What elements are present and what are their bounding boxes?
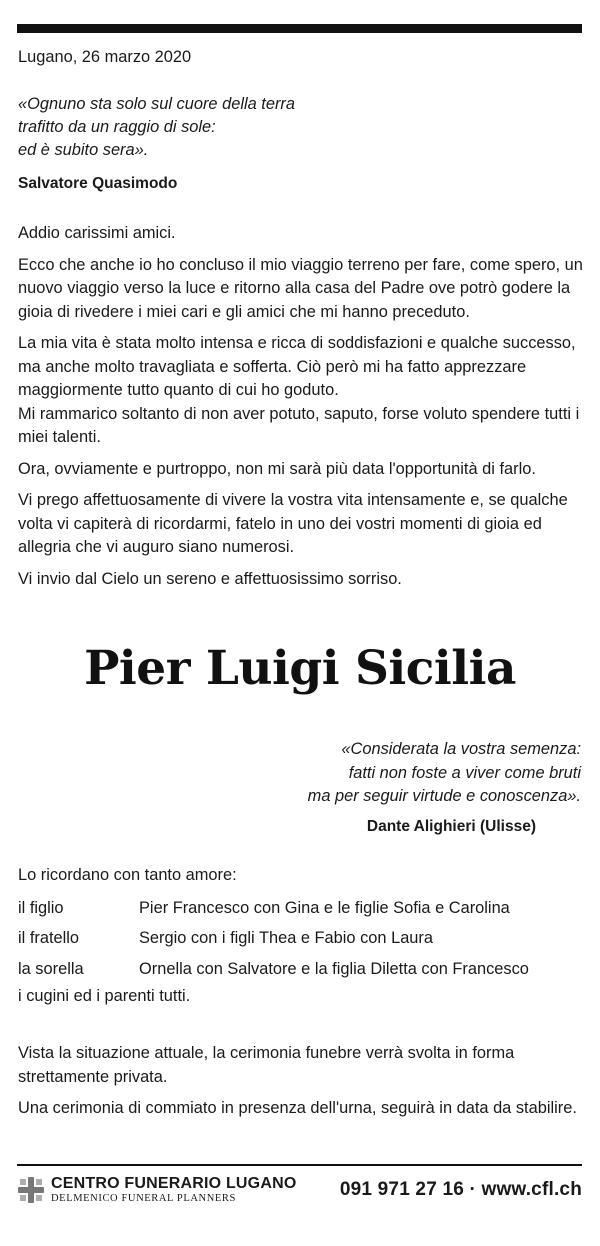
message-paragraph: Ecco che anche io ho concluso il mio viaggio terreno per fare, come spero, un nuovo viaggio verso la luce e ritorno alla casa del Padre ove potrò godere la gioia di rivedere i miei cari e gli amici che mi hanno preceduto. xyxy=(18,255,583,321)
ceremony-notice xyxy=(18,1042,583,1129)
message-paragraph: Addio carissimi amici. xyxy=(18,224,176,242)
other-relatives: i cugini ed i parenti tutti. xyxy=(18,987,191,1005)
closing-quote-line: «Considerata la vostra semenza: xyxy=(341,740,581,758)
relative-role: il figlio xyxy=(18,898,64,917)
date-line: Lugano, 26 marzo 2020 xyxy=(18,48,192,66)
funeral-home-footer xyxy=(17,1170,582,1210)
opening-quote-line: «Ognuno sta solo sul cuore della terra xyxy=(18,95,295,113)
top-divider xyxy=(17,24,582,33)
closing-quote-author: Dante Alighieri (Ulisse) xyxy=(366,818,536,835)
relative-role: il fratello xyxy=(18,929,80,948)
relative-names: Ornella con Salvatore e la figlia Diletta con Francesco xyxy=(139,959,529,978)
relative-role: la sorella xyxy=(18,959,84,978)
relative-row xyxy=(18,954,583,985)
closing-quote xyxy=(181,738,581,809)
relative-row xyxy=(18,893,583,924)
footer-divider xyxy=(17,1164,582,1166)
message-paragraph: Ora, ovviamente e purtroppo, non mi sarà più data l'opportunità di farlo. xyxy=(18,459,536,478)
cross-emblem-icon xyxy=(17,1176,45,1204)
family-intro: Lo ricordano con tanto amore: xyxy=(18,866,237,884)
relative-names: Sergio con i figli Thea e Fabio con Laura xyxy=(139,929,433,948)
opening-quote-line: ed è subito sera». xyxy=(18,141,149,159)
ceremony-paragraph: Vista la situazione attuale, la cerimonia funebre verrà svolta in forma strettamente privata. xyxy=(18,1044,515,1086)
opening-quote xyxy=(18,93,583,162)
farewell-message xyxy=(18,222,583,599)
closing-quote-line: ma per seguir virtude e conoscenza». xyxy=(307,787,581,805)
contact-info: 091 971 27 16 · www.cfl.ch xyxy=(339,1179,582,1200)
funeral-home-brand xyxy=(51,1176,296,1205)
brand-name: CENTRO FUNERARIO LUGANO xyxy=(51,1174,297,1192)
brand-tagline: DELMENICO FUNERAL PLANNERS xyxy=(51,1192,236,1204)
deceased-name: Pier Luigi Sicilia xyxy=(84,641,516,696)
relative-row xyxy=(18,924,583,955)
relative-names: Pier Francesco con Gina e le figlie Sofia e Carolina xyxy=(139,898,510,917)
message-paragraph: Mi rammarico soltanto di non aver potuto, saputo, forse voluto spendere tutti i miei talenti. xyxy=(18,404,580,446)
relatives-list xyxy=(18,893,583,985)
opening-quote-line: trafitto da un raggio di sole: xyxy=(18,118,216,136)
ceremony-paragraph: Una cerimonia di commiato in presenza dell'urna, seguirà in data da stabilire. xyxy=(18,1099,577,1117)
message-paragraph: La mia vita è stata molto intensa e ricca di soddisfazioni e qualche successo, ma anche molto travagliata e sofferta. Ciò però mi ha fatto apprezzare maggiormente tutto quanto di cui ho goduto. xyxy=(18,334,576,399)
closing-quote-line: fatti non foste a viver come bruti xyxy=(348,763,581,782)
opening-quote-author: Salvatore Quasimodo xyxy=(18,175,178,192)
message-paragraph: Vi prego affettuosamente di vivere la vostra vita intensamente e, se qualche volta vi capiterà di ricordarmi, fatelo in uno dei vostri momenti di gioia ed allegria che vi auguro siano numerosi. xyxy=(18,491,568,556)
message-paragraph: Vi invio dal Cielo un sereno e affettuosissimo sorriso. xyxy=(18,569,402,588)
